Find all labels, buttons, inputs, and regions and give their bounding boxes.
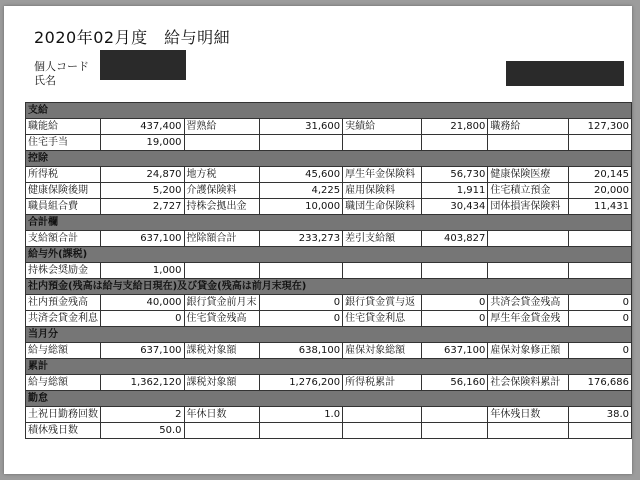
item-value <box>259 423 343 439</box>
item-value <box>569 263 632 279</box>
item-label: 控除額合計 <box>184 231 259 247</box>
item-label: 銀行貸金前月末 <box>184 295 259 311</box>
item-label: 支給額合計 <box>26 231 101 247</box>
item-label <box>488 423 569 439</box>
item-label: 持株会拠出金 <box>184 199 259 215</box>
item-value <box>259 263 343 279</box>
section-title: 合計欄 <box>26 215 632 231</box>
table-row <box>26 119 632 135</box>
item-label: 所得税 <box>26 167 101 183</box>
item-value: 11,431 <box>569 199 632 215</box>
item-value: 30,434 <box>422 199 488 215</box>
item-label: 住宅貸金残高 <box>184 311 259 327</box>
item-value: 2 <box>101 407 185 423</box>
item-label: 給与総額 <box>26 343 101 359</box>
table-row <box>26 407 632 423</box>
item-value: 20,145 <box>569 167 632 183</box>
item-value: 0 <box>569 311 632 327</box>
item-value: 38.0 <box>569 407 632 423</box>
item-label <box>343 407 422 423</box>
item-label: 課税対象額 <box>184 375 259 391</box>
section-header-row <box>26 391 632 407</box>
item-value: 31,600 <box>259 119 343 135</box>
section-title: 支給 <box>26 103 632 119</box>
item-value: 0 <box>259 311 343 327</box>
item-label: 職員組合費 <box>26 199 101 215</box>
table-row <box>26 375 632 391</box>
item-value: 0 <box>569 295 632 311</box>
item-label: 住宅手当 <box>26 135 101 151</box>
section-title: 社内預金(残高は給与支給日現在)及び貸金(残高は前月末現在) <box>26 279 632 295</box>
item-label: 団体損害保険料 <box>488 199 569 215</box>
item-value: 638,100 <box>259 343 343 359</box>
item-value: 24,870 <box>101 167 185 183</box>
section-header-row <box>26 279 632 295</box>
section-header-row <box>26 215 632 231</box>
item-value: 1,362,120 <box>101 375 185 391</box>
item-value: 637,100 <box>422 343 488 359</box>
item-value <box>569 231 632 247</box>
section-title: 勤怠 <box>26 391 632 407</box>
item-label: 職能給 <box>26 119 101 135</box>
item-label <box>343 263 422 279</box>
item-value: 20,000 <box>569 183 632 199</box>
item-value: 0 <box>101 311 185 327</box>
item-value <box>569 423 632 439</box>
item-label <box>343 135 422 151</box>
item-value: 1,276,200 <box>259 375 343 391</box>
item-label: 積休残日数 <box>26 423 101 439</box>
item-label: 課税対象額 <box>184 343 259 359</box>
section-header-row <box>26 103 632 119</box>
item-label <box>488 263 569 279</box>
redacted-name <box>506 61 624 86</box>
item-value: 21,800 <box>422 119 488 135</box>
item-value: 19,000 <box>101 135 185 151</box>
item-value: 50.0 <box>101 423 185 439</box>
item-value <box>422 423 488 439</box>
item-label: 共済会貸金利息 <box>26 311 101 327</box>
item-label: 健康保険後期 <box>26 183 101 199</box>
section-header-row <box>26 327 632 343</box>
table-row <box>26 135 632 151</box>
redacted-personal-code <box>100 50 186 80</box>
item-value: 1.0 <box>259 407 343 423</box>
item-label: 雇保対象総額 <box>343 343 422 359</box>
item-label: 差引支給額 <box>343 231 422 247</box>
item-label: 住宅積立預金 <box>488 183 569 199</box>
item-label: 実績給 <box>343 119 422 135</box>
item-value: 0 <box>569 343 632 359</box>
table-row <box>26 167 632 183</box>
section-title: 控除 <box>26 151 632 167</box>
item-value: 40,000 <box>101 295 185 311</box>
item-value: 0 <box>259 295 343 311</box>
section-header-row <box>26 247 632 263</box>
section-title: 累計 <box>26 359 632 375</box>
item-label: 職団生命保険料 <box>343 199 422 215</box>
item-label: 雇用保険料 <box>343 183 422 199</box>
item-value: 1,000 <box>101 263 185 279</box>
item-label: 介護保険料 <box>184 183 259 199</box>
item-label <box>343 423 422 439</box>
item-label: 給与総額 <box>26 375 101 391</box>
item-value: 5,200 <box>101 183 185 199</box>
section-header-row <box>26 359 632 375</box>
item-label: 銀行貸金賞与返 <box>343 295 422 311</box>
item-label: 年休残日数 <box>488 407 569 423</box>
item-value: 0 <box>422 295 488 311</box>
table-row <box>26 199 632 215</box>
table-row <box>26 295 632 311</box>
page-title: 2020年02月度 給与明細 <box>34 28 231 47</box>
item-value: 2,727 <box>101 199 185 215</box>
table-row <box>26 423 632 439</box>
item-value <box>422 135 488 151</box>
personal-code-label: 個人コード <box>34 60 89 73</box>
item-value: 437,400 <box>101 119 185 135</box>
item-label <box>488 231 569 247</box>
item-label: 雇保対象修正額 <box>488 343 569 359</box>
item-label: 共済会貸金残高 <box>488 295 569 311</box>
name-label: 氏名 <box>34 74 56 87</box>
item-label: 健康保険医療 <box>488 167 569 183</box>
item-label: 厚生年金貸金残 <box>488 311 569 327</box>
item-label <box>184 423 259 439</box>
payslip-table <box>25 102 632 439</box>
item-label: 社内預金残高 <box>26 295 101 311</box>
section-title: 当月分 <box>26 327 632 343</box>
item-label: 住宅貸金利息 <box>343 311 422 327</box>
item-value: 403,827 <box>422 231 488 247</box>
payslip-paper <box>4 6 632 474</box>
item-label <box>184 263 259 279</box>
item-label: 年休日数 <box>184 407 259 423</box>
table-row <box>26 183 632 199</box>
item-label: 持株会奨励金 <box>26 263 101 279</box>
item-label: 習熟給 <box>184 119 259 135</box>
item-value: 176,686 <box>569 375 632 391</box>
table-row <box>26 231 632 247</box>
item-value <box>569 135 632 151</box>
item-label: 職務給 <box>488 119 569 135</box>
item-value: 1,911 <box>422 183 488 199</box>
section-title: 給与外(課税) <box>26 247 632 263</box>
item-label: 社会保険料累計 <box>488 375 569 391</box>
item-value: 56,730 <box>422 167 488 183</box>
item-value: 637,100 <box>101 231 185 247</box>
item-value <box>422 407 488 423</box>
item-value <box>259 135 343 151</box>
item-value: 233,273 <box>259 231 343 247</box>
item-value <box>422 263 488 279</box>
table-row <box>26 311 632 327</box>
item-label: 所得税累計 <box>343 375 422 391</box>
section-header-row <box>26 151 632 167</box>
item-value: 637,100 <box>101 343 185 359</box>
item-value: 45,600 <box>259 167 343 183</box>
item-label <box>488 135 569 151</box>
item-value: 4,225 <box>259 183 343 199</box>
table-row <box>26 263 632 279</box>
item-value: 10,000 <box>259 199 343 215</box>
item-label: 厚生年金保険料 <box>343 167 422 183</box>
item-value: 127,300 <box>569 119 632 135</box>
item-label <box>184 135 259 151</box>
table-row <box>26 343 632 359</box>
item-label: 土祝日勤務回数 <box>26 407 101 423</box>
item-value: 0 <box>422 311 488 327</box>
item-label: 地方税 <box>184 167 259 183</box>
item-value: 56,160 <box>422 375 488 391</box>
